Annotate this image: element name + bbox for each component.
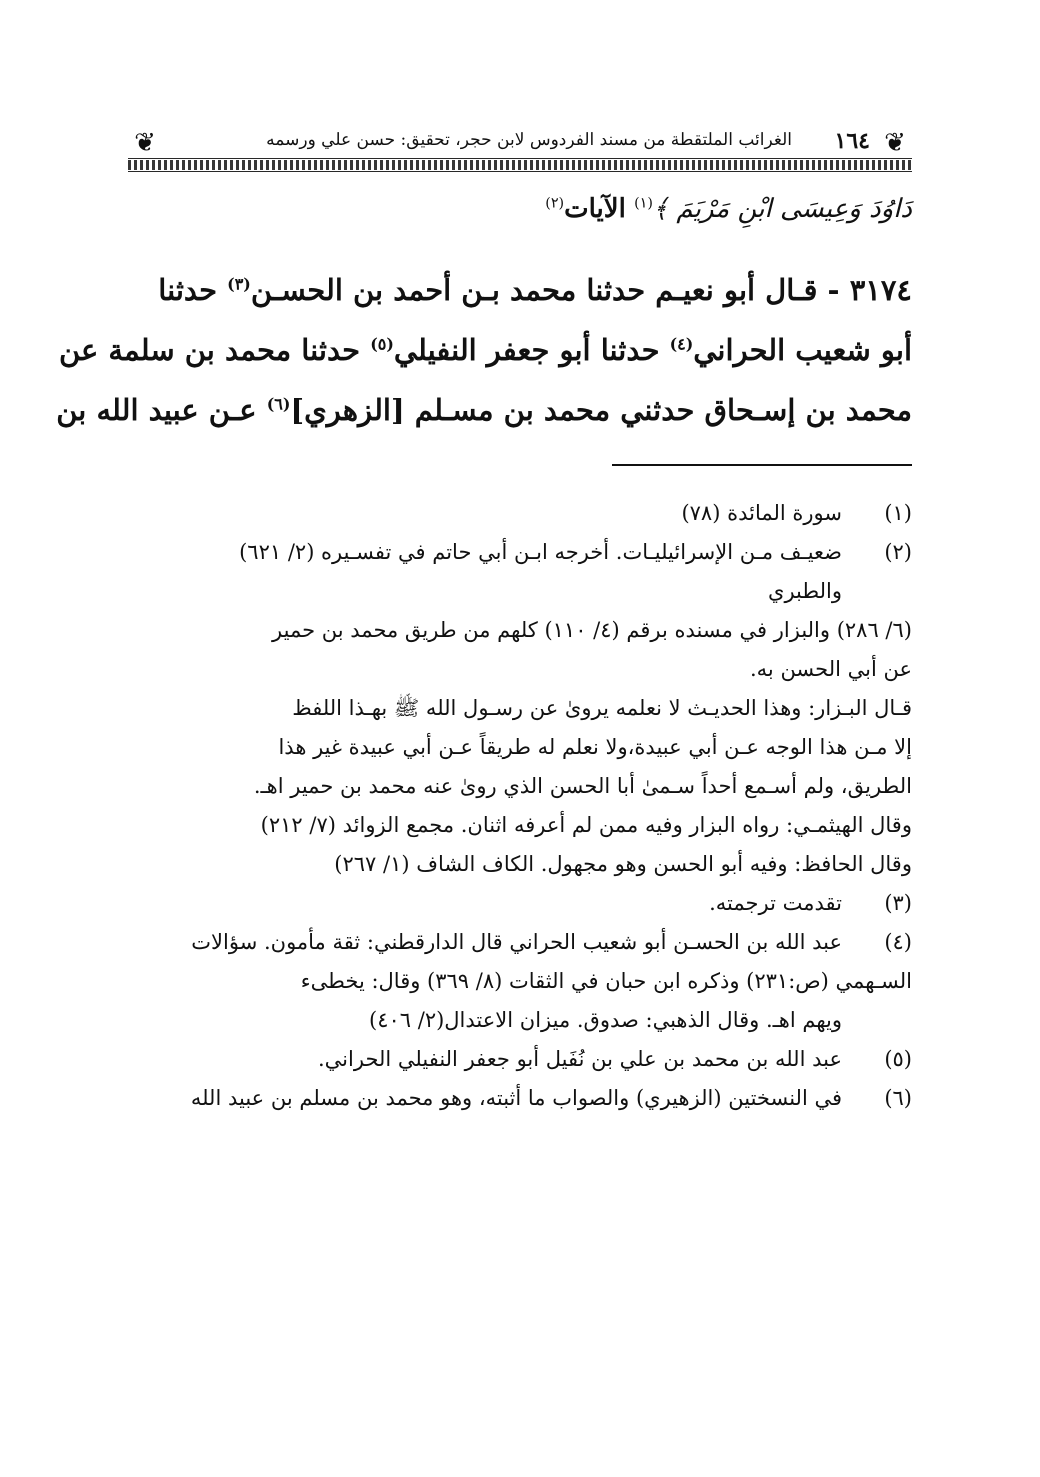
footnote-line: تقدمت ترجمته. xyxy=(709,891,842,915)
footnote-line: السـهمي (ص:٢٣١) وذكره ابن حبان في الثقات (٨/ ٣٦٩) وقال: يخطىء xyxy=(300,969,912,993)
footnote-3 xyxy=(128,884,912,923)
hadith-line-3-a: محمد بن إسـحاق حدثني محمد بن مسـلم [الزهري] xyxy=(290,393,912,427)
footnote-number: (٥) xyxy=(884,1047,912,1071)
footnote-ref-5: (٥) xyxy=(370,334,394,354)
footnote-line: قـال البـزار: وهذا الحديـث لا نعلمه يرو‌ىٰ عن رسـول الله ﷺ بهـذا اللفظ xyxy=(292,696,912,720)
footnote-line: عبد الله بن محمد بن علي بن نُفَيل أبو جعفر النفيلي الحراني. xyxy=(318,1047,842,1071)
hadith-line-2 xyxy=(58,320,912,380)
page-header xyxy=(128,120,912,176)
footnote-ref-1: (١) xyxy=(634,195,653,212)
ayat-label: الآيات xyxy=(564,194,626,224)
footnote-line: عن أبي الحسن به. xyxy=(749,657,912,681)
footnote-number: (٦) xyxy=(884,1086,912,1110)
footnote-ref-2: (٢) xyxy=(545,195,565,212)
footnote-number: (٤) xyxy=(884,930,912,954)
header-rule xyxy=(128,160,912,170)
footnote-line: وقال الحافظ: وفيه أبو الحسن وهو مجهول. الكاف الشاف (١/ ٢٦٧) xyxy=(334,852,912,876)
hadith-line-1-b: حدثنا xyxy=(158,273,228,307)
footnote-line: ويهم اهـ. وقال الذهبي: صدوق. ميزان الاعتدال(٢/ ٤٠٦) xyxy=(369,1008,842,1032)
hadith-line-3 xyxy=(56,380,912,440)
footnote-6 xyxy=(128,1079,912,1118)
hadith-line-2-b: حدثنا أبو جعفر النفيلي xyxy=(393,333,670,367)
hadith-line-2-c: حدثنا محمد بن سلمة عن xyxy=(58,333,371,367)
footnote-line: سورة المائدة (٧٨) xyxy=(681,501,842,525)
footnote-4 xyxy=(128,923,912,1040)
footnote-number: (١) xyxy=(884,501,912,525)
running-title: الغرائب الملتقطة من مسند الفردوس لابن حجر، تحقيق: حسن علي ورسمه xyxy=(266,130,792,150)
hadith-text xyxy=(56,260,912,440)
footnote-line: إلا مـن هذا الوجه عـن أبي عبيدة،ولا نعلم له طريقاً عـن أبي عبيدة غير هذا xyxy=(278,735,912,759)
footnote-line: في النسختين (الزهيري) والصواب ما أثبته، وهو محمد بن مسلم بن عبيد الله xyxy=(190,1086,842,1110)
footnote-5 xyxy=(128,1040,912,1079)
hadith-line-1-a: ٣١٧٤ - قـال أبو نعيـم حدثنا محمد بـن أحمد بن الحسـن xyxy=(250,273,912,307)
footnote-line: (٦/ ٢٨٦) والبزار في مسنده برقم (٤/ ١١٠) كلهم من طريق محمد بن حمير xyxy=(272,618,912,642)
footnote-line: عبد الله بن الحسـن أبو شعيب الحراني قال الدارقطني: ثقة مأمون. سؤالات xyxy=(191,930,842,954)
hadith-line-1 xyxy=(128,260,912,320)
hadith-line-2-a: أبو شعيب الحراني xyxy=(693,333,912,367)
hadith-line-3-b: عـن عبيد الله بن xyxy=(56,393,267,427)
footnote-line: ضعيـف مـن الإسرائيليـات. أخرجه ابـن أبي حاتم في تفسـيره (٢/ ٦٢١) xyxy=(239,540,842,564)
footnote-line: الطريق، ولم أسـمع أحداً سـمىٰ أبا الحسن الذي روىٰ عنه محمد بن حمير اهـ. xyxy=(253,774,912,798)
footnote-ref-4: (٤) xyxy=(669,334,694,354)
footnote-1 xyxy=(128,494,912,533)
quran-text: دَاوُدَ وَعِيسَى ابْنِ مَرْيَمَ ﴾ xyxy=(652,194,912,224)
footnote-ref-3: (٣) xyxy=(227,274,251,294)
verse-line xyxy=(128,186,912,232)
page-number: ١٦٤ xyxy=(834,128,870,154)
footnote-divider xyxy=(612,464,912,466)
footnote-line: والطبري xyxy=(768,579,842,603)
footnote-number: (٢) xyxy=(884,540,912,564)
ornament-left-icon: ❦ xyxy=(134,128,156,158)
footnote-2 xyxy=(128,533,912,884)
ornament-right-icon: ❦ xyxy=(884,128,906,158)
footnote-line: وقال الهيثمـي: رواه البزار وفيه ممن لم أعرفه اثنان. مجمع الزوائد (٧/ ٢١٢) xyxy=(260,813,912,837)
footnote-number: (٣) xyxy=(884,891,912,915)
footnote-ref-6: (٦) xyxy=(266,394,291,414)
footnotes xyxy=(128,494,912,1118)
